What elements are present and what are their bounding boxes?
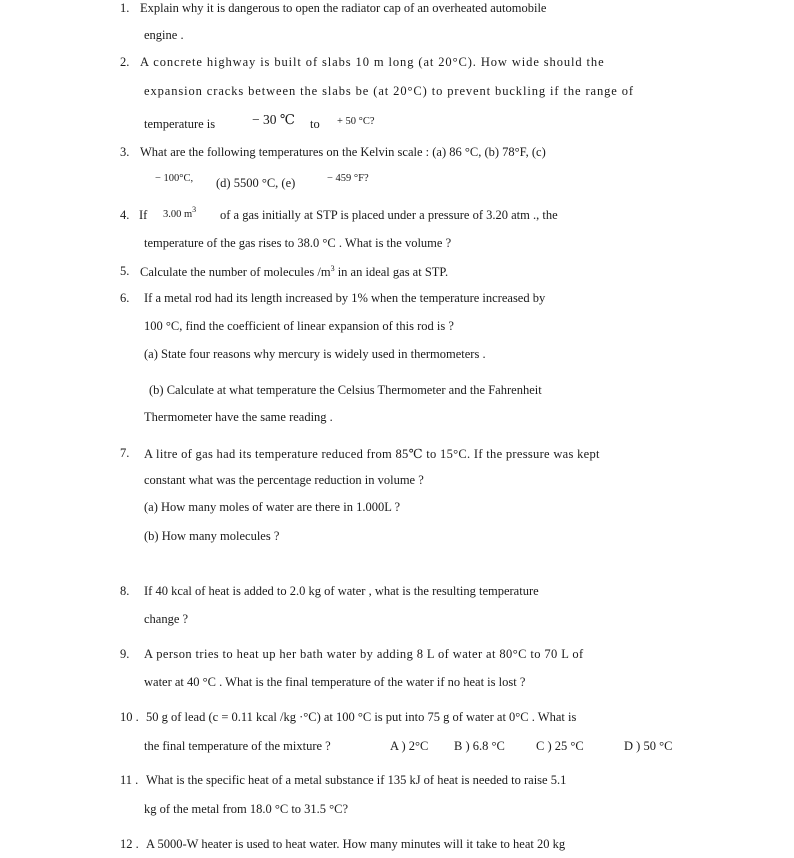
question-text-line: A litre of gas had its temperature reduced from 85℃ to 15°C. If the pressure was kept bbox=[144, 447, 600, 461]
question-text-line: If 40 kcal of heat is added to 2.0 kg of water , what is the resulting temperature bbox=[144, 584, 539, 598]
answer-option-d: D ) 50 °C bbox=[624, 739, 673, 753]
question-number: 2. bbox=[120, 55, 130, 69]
q5-exponent: 3 bbox=[330, 264, 335, 273]
question-text-line: What is the specific heat of a metal substance if 135 kJ of heat is needed to raise 5.1 bbox=[146, 773, 567, 787]
question-number: 9. bbox=[120, 647, 130, 661]
question-text-line: 50 g of lead (c = 0.11 kcal /kg ·°C) at 100 °C is put into 75 g of water at 0°C . What is bbox=[146, 710, 577, 724]
answer-option-b: B ) 6.8 °C bbox=[454, 739, 505, 753]
answer-option-c: C ) 25 °C bbox=[536, 739, 584, 753]
temp-range-high: + 50 °C? bbox=[337, 116, 375, 127]
question-number: 10 . bbox=[120, 710, 139, 724]
question-number: 3. bbox=[120, 145, 130, 159]
question-text-line: A person tries to heat up her bath water by adding 8 L of water at 80°C to 70 L of bbox=[144, 647, 584, 661]
temperature-range-line bbox=[144, 117, 215, 132]
question-text-line: constant what was the percentage reduction in volume ? bbox=[144, 473, 424, 487]
q5-prefix: Calculate the number of molecules /m bbox=[140, 265, 331, 279]
temp-range-to: to bbox=[310, 117, 320, 131]
question-text-line: kg of the metal from 18.0 °C to 31.5 °C? bbox=[144, 802, 349, 816]
question-text-line: A 5000-W heater is used to heat water. How many minutes will it take to heat 20 kg bbox=[146, 837, 566, 851]
question-text-line: If a metal rod had its length increased by 1% when the temperature increased by bbox=[144, 291, 546, 305]
question-text-line: temperature of the gas rises to 38.0 °C . What is the volume ? bbox=[144, 236, 452, 250]
question-text-line: the final temperature of the mixture ? bbox=[144, 739, 331, 753]
question-number: 4. bbox=[120, 208, 130, 222]
question-text-line bbox=[140, 264, 448, 280]
question-number: 12 . bbox=[120, 837, 139, 851]
sub-question-line: (a) How many moles of water are there in 1.000L ? bbox=[144, 500, 401, 514]
question-number: 7. bbox=[120, 446, 130, 460]
question-text-line: Explain why it is dangerous to open the radiator cap of an overheated automobile bbox=[140, 1, 547, 15]
question-text-line: 100 °C, find the coefficient of linear expansion of this rod is ? bbox=[144, 319, 454, 333]
question-number: 1. bbox=[120, 1, 130, 15]
q5-rest: in an ideal gas at STP. bbox=[334, 265, 449, 279]
temp-range-prefix: temperature is bbox=[144, 117, 216, 131]
question-text-line: of a gas initially at STP is placed under a pressure of 3.20 atm ., the bbox=[220, 208, 558, 222]
temp-e-value: − 459 °F? bbox=[327, 173, 369, 184]
sub-question-line: (a) State four reasons why mercury is widely used in thermometers . bbox=[144, 347, 486, 361]
answer-option-a: A ) 2°C bbox=[390, 739, 429, 753]
question-text-line: expansion cracks between the slabs be (at 20°C) to prevent buckling if the range of bbox=[144, 84, 634, 98]
question-text-prefix: If bbox=[139, 208, 148, 222]
question-text-line: A concrete highway is built of slabs 10 m long (at 20°C). How wide should the bbox=[140, 55, 605, 69]
temp-d-part: (d) 5500 °C, (e) bbox=[216, 176, 296, 190]
question-text-line: engine . bbox=[144, 28, 184, 42]
question-number: 8. bbox=[120, 584, 130, 598]
sub-question-line: (b) How many molecules ? bbox=[144, 529, 280, 543]
question-text-line: change ? bbox=[144, 612, 189, 626]
volume-number: 3.00 m bbox=[163, 209, 193, 220]
volume-exponent: 3 bbox=[192, 205, 197, 214]
question-text-line: water at 40 °C . What is the final temperature of the water if no heat is lost ? bbox=[144, 675, 526, 689]
sub-question-line: Thermometer have the same reading . bbox=[144, 410, 333, 424]
temp-range-low: − 30 ℃ bbox=[252, 112, 295, 127]
sub-question-line: (b) Calculate at what temperature the Celsius Thermometer and the Fahrenheit bbox=[149, 383, 542, 397]
volume-value bbox=[163, 205, 196, 220]
question-number: 11 . bbox=[120, 773, 139, 787]
question-number: 5. bbox=[120, 264, 130, 278]
question-number: 6. bbox=[120, 291, 130, 305]
temp-c-value: − 100°C, bbox=[155, 173, 194, 184]
question-text-line: What are the following temperatures on the Kelvin scale : (a) 86 °C, (b) 78°F, (c) bbox=[140, 145, 546, 159]
